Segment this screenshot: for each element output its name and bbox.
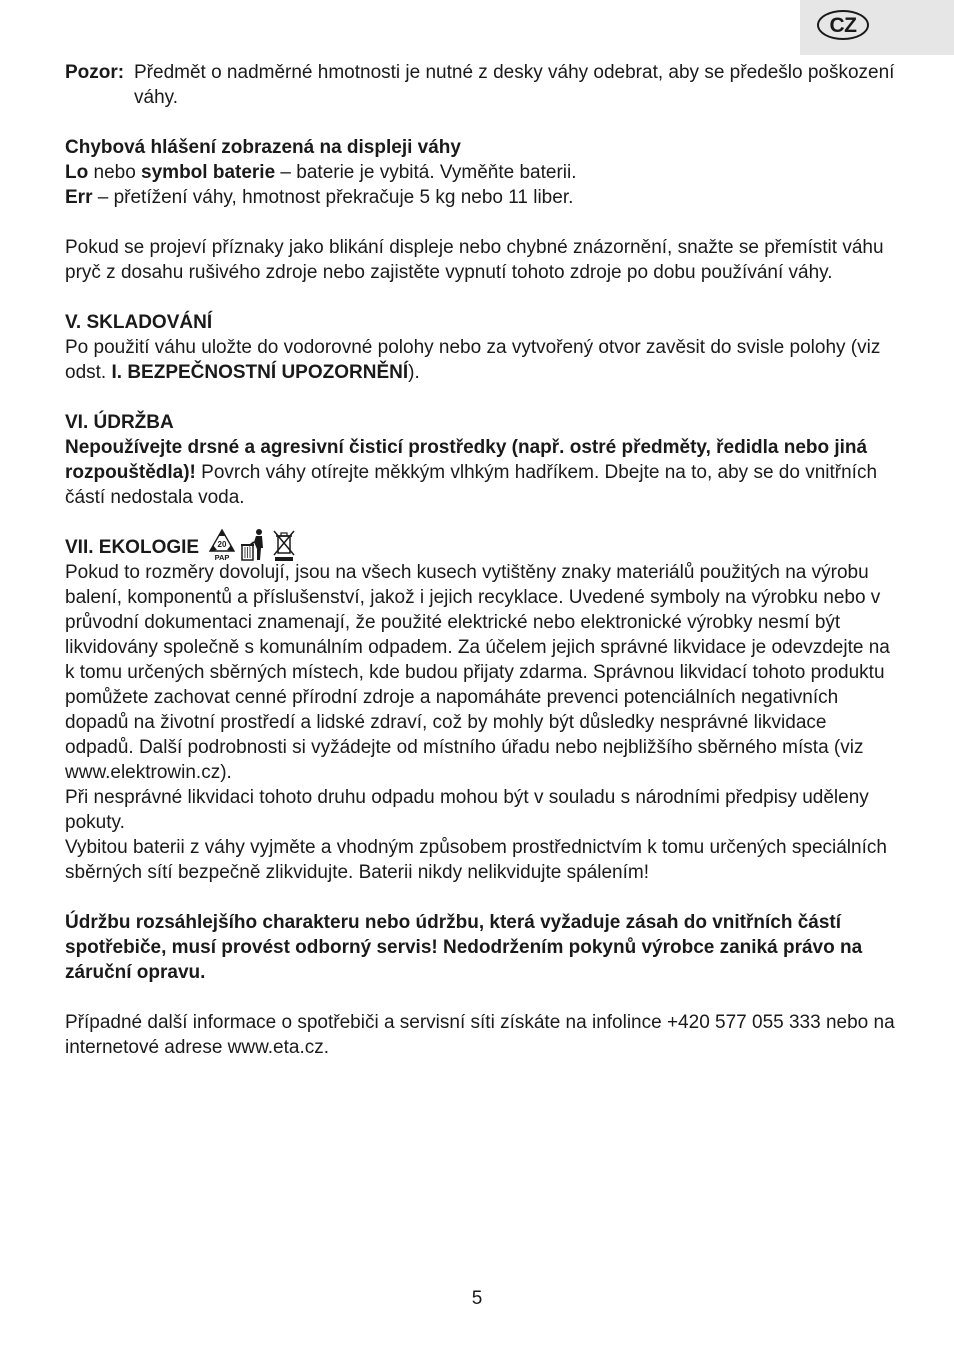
ecology-paragraph-2: Při nesprávné likvidaci tohoto druhu odpadu mohou být v souladu s národními předpisy uděleny pokuty. [65, 787, 869, 833]
contact-paragraph: Případné další informace o spotřebiči a servisní síti získáte na infolince +420 577 055 333 nebo na internetové adrese www.eta.cz. [65, 1012, 895, 1058]
maintenance-heading: VI. ÚDRŽBA [65, 412, 174, 433]
error-lo-line: Lo nebo symbol baterie – baterie je vybitá. Vyměňte baterii. [65, 162, 577, 183]
ecology-paragraph-3: Vybitou baterii z váhy vyjměte a vhodným způsobem prostřednictvím k tomu určených speciálních sběrných sítí bezpečně zlikvidujte. Baterii nikdy nelikvidujte spálením! [65, 837, 887, 883]
ecology-paragraph-1: Pokud to rozměry dovolují, jsou na všech kusech vytištěny znaky materiálů použitých na výrobu balení, komponentů a příslušenství, jakož i jejich recyklace. Uvedené symboly na výrobku nebo v průvodní dokumentaci znamenají, že použité elektrické nebo elektronické výrobky nesmí být likvidovány společně s komunálním odpadem. Za účelem jejich správné likvidace je odevzdejte na k tomu určených sběrných místech, kde budou přijaty zdarma. Správnou likvidací tohoto produktu pomůžete zachovat cenné přírodní zdroje a napomáháte prevenci potenciálních negativních dopadů na životní prostředí a lidské zdraví, což by mohly být důsledky nesprávné likvidace odpadů. Další podrobnosti si vyžádejte od místního úřadu nebo nejbližšího sběrného místa (viz www.elektrowin.cz). [65, 562, 890, 783]
page-content [65, 60, 895, 1060]
crossed-bin-icon [271, 528, 297, 562]
ecology-heading: VII. EKOLOGIE [65, 537, 200, 558]
page-number: 5 [471, 1288, 483, 1309]
error-lo-code: Lo [65, 162, 89, 183]
service-warning: Údržbu rozsáhlejšího charakteru nebo údržbu, která vyžaduje zásah do vnitřních částí spotřebiče, musí provést odborný servis! Nedodržením pokynů výrobce zaniká právo na záruční opravu. [65, 912, 863, 983]
tidyman-icon [239, 528, 269, 562]
storage-paragraph: Po použití váhu uložte do vodorovné polohy nebo za vytvořený otvor zavěsit do svisle polohy (viz odst. I. BEZPEČNOSTNÍ UPOZORNĚNÍ). [65, 337, 881, 383]
caution-label: Pozor: [65, 62, 125, 83]
svg-text:20: 20 [217, 540, 227, 549]
error-err-code: Err [65, 187, 93, 208]
storage-heading: V. SKLADOVÁNÍ [65, 312, 213, 333]
caution-note [65, 60, 895, 110]
errors-heading: Chybová hlášení zobrazená na displeji váhy [65, 137, 461, 158]
interference-paragraph: Pokud se projeví příznaky jako blikání displeje nebo chybné znázornění, snažte se přemístit váhu pryč z dosahu rušivého zdroje nebo zajistěte vypnutí tohoto zdroje po dobu používání váhy. [65, 237, 884, 283]
error-err-line: Err – přetížení váhy, hmotnost překračuje 5 kg nebo 11 liber. [65, 187, 574, 208]
maintenance-warning: Nepoužívejte drsné a agresivní čisticí prostředky (např. ostré předměty, ředidla nebo jiná rozpouštědla)! [65, 437, 868, 483]
storage-reference: I. BEZPEČNOSTNÍ UPOZORNĚNÍ [111, 362, 409, 383]
ecology-heading-row [65, 535, 895, 560]
recycle-pap-icon [207, 528, 237, 562]
caution-text: Předmět o nadměrné hmotnosti je nutné z desky váhy odebrat, aby se předešlo poškození váhy. [134, 62, 895, 108]
language-badge: CZ [817, 10, 869, 40]
maintenance-paragraph: Nepoužívejte drsné a agresivní čisticí prostředky (např. ostré předměty, ředidla nebo jiná rozpouštědla)! Povrch váhy otírejte měkkým vlhkým hadříkem. Dbejte na to, aby se do vnitřních částí nedostala voda. [65, 437, 878, 508]
svg-text:PAP: PAP [214, 553, 230, 562]
language-tab [800, 0, 954, 55]
ecology-icons [207, 528, 297, 562]
battery-symbol-label: symbol baterie [141, 162, 276, 183]
